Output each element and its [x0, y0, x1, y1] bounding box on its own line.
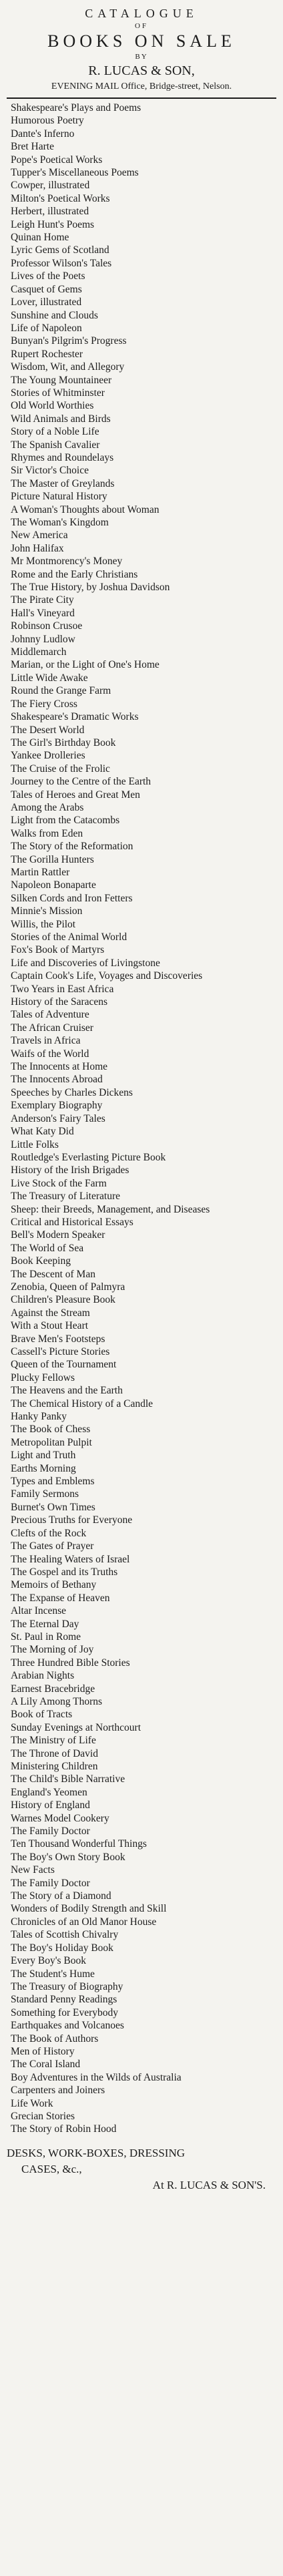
book-title: The Spanish Cavalier — [11, 439, 100, 451]
book-title: Earths Morning — [11, 1462, 76, 1474]
book-title: The Young Mountaineer — [11, 374, 112, 386]
book-title: Rome and the Early Christians — [11, 568, 138, 580]
book-title: Chronicles of an Old Manor House — [11, 1916, 157, 1928]
book-title: Family Sermons — [11, 1488, 79, 1500]
book-title: The Descent of Man — [11, 1268, 95, 1280]
book-title: Bell's Modern Speaker — [11, 1229, 105, 1241]
book-title: The Boy's Own Story Book — [11, 1851, 125, 1863]
book-title: Stories of the Animal World — [11, 931, 127, 943]
book-title: Life Work — [11, 2097, 53, 2109]
catalogue-by: BY — [135, 53, 148, 61]
book-title: Earnest Bracebridge — [11, 1683, 95, 1695]
book-title: Little Folks — [11, 1138, 59, 1150]
book-title: Boy Adventures in the Wilds of Australia — [11, 2071, 182, 2083]
publisher-office: EVENING MAIL Office, Bridge-street, Nelson. — [51, 81, 232, 91]
book-title: The Fiery Cross — [11, 698, 77, 710]
book-title: History of the Irish Brigades — [11, 1164, 129, 1176]
book-title: John Halifax — [11, 542, 64, 554]
book-title: Herbert, illustrated — [11, 206, 89, 218]
book-title: Two Years in East Africa — [11, 983, 114, 995]
book-title: Wild Animals and Birds — [11, 413, 111, 425]
book-title: Brave Men's Footsteps — [11, 1333, 105, 1345]
book-title: Types and Emblems — [11, 1476, 95, 1488]
book-title: Queen of the Tournament — [11, 1359, 117, 1371]
book-title: The Heavens and the Earth — [11, 1385, 123, 1397]
header-rule — [7, 97, 276, 99]
book-title: The Coral Island — [11, 2059, 81, 2071]
book-title: Bunyan's Pilgrim's Progress — [11, 335, 127, 347]
book-title: Arabian Nights — [11, 1670, 75, 1682]
book-title: Leigh Hunt's Poems — [11, 218, 95, 230]
book-title: The Gates of Prayer — [11, 1540, 94, 1552]
book-title: Middlemarch — [11, 646, 67, 658]
book-title: St. Paul in Rome — [11, 1631, 81, 1643]
book-title: The Family Doctor — [11, 1877, 90, 1889]
book-title: The Book of Authors — [11, 2032, 99, 2045]
book-title: Bret Harte — [11, 141, 54, 153]
book-title: Zenobia, Queen of Palmyra — [11, 1281, 125, 1293]
book-title: Picture Natural History — [11, 491, 107, 503]
catalogue-title: CATALOGUE — [85, 7, 198, 20]
book-title: Three Hundred Bible Stories — [11, 1657, 130, 1669]
book-title: The Gospel and its Truths — [11, 1566, 118, 1578]
closing-line-2: CASES, &c., — [21, 2162, 82, 2175]
book-title: Routledge's Everlasting Picture Book — [11, 1151, 166, 1163]
book-title: The Pirate City — [11, 594, 74, 606]
book-title: Lover, illustrated — [11, 296, 82, 308]
book-title: Johnny Ludlow — [11, 633, 75, 645]
book-title: Captain Cook's Life, Voyages and Discoveries — [11, 970, 203, 982]
book-title: History of the Saracens — [11, 996, 108, 1008]
book-title: The Cruise of the Frolic — [11, 763, 110, 775]
book-title: Burnet's Own Times — [11, 1501, 95, 1513]
book-title: The Eternal Day — [11, 1618, 79, 1630]
book-title: Every Boy's Book — [11, 1955, 87, 1967]
book-title: History of England — [11, 1799, 90, 1811]
book-title: Wisdom, Wit, and Allegory — [11, 361, 125, 373]
book-title: The Boy's Holiday Book — [11, 1942, 113, 1954]
book-title: Life of Napoleon — [11, 322, 82, 334]
book-title: Story of a Noble Life — [11, 426, 99, 438]
book-title: Children's Pleasure Book — [11, 1294, 115, 1306]
book-title: Walks from Eden — [11, 827, 83, 839]
book-title: The Innocents at Home — [11, 1061, 108, 1073]
book-title: The Story of a Diamond — [11, 1890, 111, 1902]
book-title: Plucky Fellows — [11, 1371, 75, 1383]
closing-line-1: DESKS, WORK-BOXES, DRESSING — [7, 2146, 185, 2159]
book-title: Hanky Panky — [11, 1411, 67, 1423]
book-title: Precious Truths for Everyone — [11, 1514, 133, 1526]
book-title: Life and Discoveries of Livingstone — [11, 957, 160, 969]
book-title: Tales of Adventure — [11, 1009, 89, 1021]
book-title: The Story of the Reformation — [11, 841, 133, 853]
book-title: The Chemical History of a Candle — [11, 1398, 154, 1410]
book-title: Critical and Historical Essays — [11, 1216, 133, 1228]
book-title: The Desert World — [11, 724, 85, 736]
book-title: Men of History — [11, 2045, 75, 2057]
book-title: Shakespeare's Plays and Poems — [11, 102, 142, 114]
book-title: The Ministry of Life — [11, 1735, 96, 1747]
book-title: Round the Grange Farm — [11, 685, 111, 697]
book-title: Something for Everybody — [11, 2006, 119, 2018]
book-title: A Lily Among Thorns — [11, 1695, 103, 1707]
book-title: The Healing Waters of Israel — [11, 1553, 130, 1565]
book-title: Speeches by Charles Dickens — [11, 1086, 133, 1098]
book-list — [7, 101, 276, 2136]
book-title: England's Yeomen — [11, 1786, 87, 1798]
book-title: The Morning of Joy — [11, 1644, 94, 1656]
book-title: Carpenters and Joiners — [11, 2085, 105, 2097]
publisher-name: R. LUCAS & SON, — [88, 63, 195, 78]
book-title: The Gorilla Hunters — [11, 853, 94, 865]
book-title: Clefts of the Rock — [11, 1527, 87, 1539]
book-title: Martin Rattler — [11, 866, 70, 878]
book-title: What Katy Did — [11, 1126, 74, 1138]
book-title: Yankee Drolleries — [11, 750, 85, 762]
book-title: New Facts — [11, 1864, 55, 1876]
book-title: Stories of Whitminster — [11, 387, 105, 399]
book-title: The Treasury of Biography — [11, 1980, 123, 1992]
book-title: The Family Doctor — [11, 1826, 90, 1838]
book-title: Travels in Africa — [11, 1035, 81, 1047]
book-title: The Book of Chess — [11, 1424, 91, 1436]
book-title: A Woman's Thoughts about Woman — [11, 503, 160, 515]
book-title: Cowper, illustrated — [11, 180, 90, 192]
books-on-sale-heading: BOOKS ON SALE — [47, 31, 236, 51]
book-title: Little Wide Awake — [11, 672, 88, 684]
book-title: Sunshine and Clouds — [11, 309, 98, 321]
book-title: Rupert Rochester — [11, 348, 83, 360]
book-title: Ministering Children — [11, 1761, 98, 1772]
book-title: Light from the Catacombs — [11, 815, 120, 827]
book-title: Willis, the Pilot — [11, 918, 76, 930]
book-title: Wonders of Bodily Strength and Skill — [11, 1903, 167, 1915]
book-title: Against the Stream — [11, 1307, 90, 1319]
book-title: Lives of the Poets — [11, 270, 85, 282]
book-title: Sheep: their Breeds, Management, and Diseases — [11, 1203, 210, 1215]
book-title: The Story of Robin Hood — [11, 2123, 117, 2135]
closing-notice — [7, 2145, 276, 2193]
book-title: Journey to the Centre of the Earth — [11, 776, 152, 788]
book-title: The Woman's Kingdom — [11, 517, 109, 528]
book-title: Minnie's Mission — [11, 905, 83, 917]
book-title: Tupper's Miscellaneous Poems — [11, 167, 139, 179]
book-title: Book Keeping — [11, 1255, 71, 1267]
book-title: Marian, or the Light of One's Home — [11, 659, 160, 671]
catalogue-of: OF — [134, 22, 149, 30]
book-title: Shakespeare's Dramatic Works — [11, 711, 139, 723]
book-title: The Treasury of Literature — [11, 1191, 120, 1203]
book-title: Fox's Book of Martyrs — [11, 944, 105, 956]
book-title: Old World Worthies — [11, 400, 94, 412]
book-title: Standard Penny Readings — [11, 1994, 117, 2006]
book-title: Book of Tracts — [11, 1709, 73, 1721]
book-title: Sunday Evenings at Northcourt — [11, 1721, 142, 1733]
book-title: The Master of Greylands — [11, 477, 115, 489]
book-title: The Girl's Birthday Book — [11, 736, 116, 748]
book-title: New America — [11, 529, 68, 542]
book-title: Napoleon Bonaparte — [11, 879, 96, 891]
book-title: The Child's Bible Narrative — [11, 1773, 125, 1785]
book-title: Mr Montmorency's Money — [11, 556, 123, 568]
book-title: Robinson Crusoe — [11, 620, 83, 632]
book-title: Live Stock of the Farm — [11, 1177, 107, 1189]
book-title: Waifs of the World — [11, 1048, 89, 1060]
book-title: Silken Cords and Iron Fetters — [11, 892, 133, 904]
book-title: Cassell's Picture Stories — [11, 1346, 110, 1357]
book-title: Rhymes and Roundelays — [11, 451, 114, 463]
book-title: The World of Sea — [11, 1242, 84, 1254]
closing-line-3: At R. LUCAS & SON'S. — [152, 2178, 266, 2191]
book-title: The Innocents Abroad — [11, 1074, 103, 1086]
book-title: Quinan Home — [11, 232, 69, 244]
book-title: Grecian Stories — [11, 2110, 75, 2122]
book-title: Tales of Scottish Chivalry — [11, 1929, 119, 1941]
book-title: Anderson's Fairy Tales — [11, 1112, 105, 1124]
book-title: The Throne of David — [11, 1747, 98, 1759]
book-title: Ten Thousand Wonderful Things — [11, 1838, 147, 1850]
book-title: Exemplary Biography — [11, 1100, 103, 1112]
book-title: Metropolitan Pulpit — [11, 1436, 92, 1448]
book-title: Earthquakes and Volcanoes — [11, 2020, 124, 2032]
book-title: Humorous Poetry — [11, 115, 84, 127]
book-title: Sir Victor's Choice — [11, 465, 89, 477]
book-title: Memoirs of Bethany — [11, 1579, 97, 1591]
book-title: Among the Arabs — [11, 801, 84, 813]
book-title: The Expanse of Heaven — [11, 1592, 110, 1604]
book-title: Altar Incense — [11, 1605, 67, 1617]
book-title: Light and Truth — [11, 1450, 76, 1462]
book-title: Tales of Heroes and Great Men — [11, 789, 140, 801]
book-title: Lyric Gems of Scotland — [11, 244, 109, 256]
book-title: With a Stout Heart — [11, 1320, 89, 1332]
book-title: Professor Wilson's Tales — [11, 257, 112, 269]
book-title: Casquet of Gems — [11, 283, 82, 295]
book-title: Hall's Vineyard — [11, 607, 75, 619]
book-title: Warnes Model Cookery — [11, 1812, 109, 1824]
book-title: Milton's Poetical Works — [11, 192, 110, 204]
book-title: The African Cruiser — [11, 1022, 93, 1034]
book-title: Dante's Inferno — [11, 128, 75, 140]
book-title: The True History, by Joshua Davidson — [11, 582, 170, 594]
book-title: The Student's Hume — [11, 1968, 95, 1980]
book-title: Pope's Poetical Works — [11, 154, 103, 166]
